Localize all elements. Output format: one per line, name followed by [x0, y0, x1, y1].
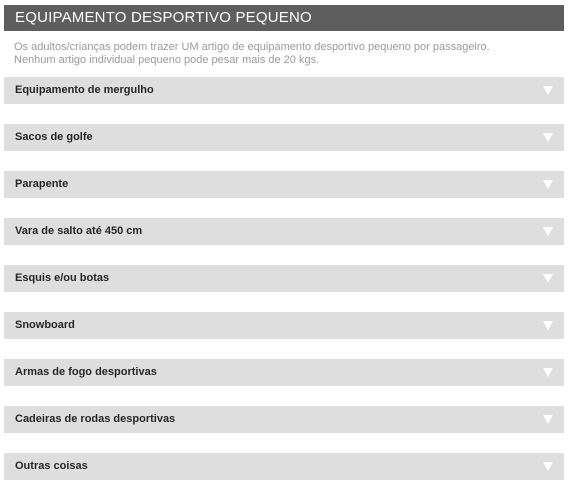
accordion-item-diving-equipment[interactable] — [4, 77, 564, 104]
section-title: EQUIPAMENTO DESPORTIVO PEQUENO — [15, 9, 312, 26]
accordion-item-other-items[interactable] — [4, 453, 564, 480]
accordion-item-label: Vara de salto até 450 cm — [15, 225, 143, 237]
chevron-down-icon — [543, 321, 553, 330]
accordion-item-skis-boots[interactable] — [4, 265, 564, 292]
accordion-item-golf-bags[interactable] — [4, 124, 564, 151]
accordion-item-label: Armas de fogo desportivas — [15, 366, 157, 378]
accordion-item-sport-firearms[interactable] — [4, 359, 564, 386]
intro-text — [14, 41, 554, 67]
accordion-item-vaulting-pole[interactable] — [4, 218, 564, 245]
accordion-item-label: Snowboard — [15, 319, 75, 331]
chevron-down-icon — [543, 415, 553, 424]
chevron-down-icon — [543, 462, 553, 471]
accordion-item-paraglider[interactable] — [4, 171, 564, 198]
intro-line-1: Os adultos/crianças podem trazer UM artigo de equipamento desportivo pequeno por passageiro. — [14, 41, 490, 53]
chevron-down-icon — [543, 227, 553, 236]
accordion-item-label: Sacos de golfe — [15, 131, 93, 143]
accordion-item-label: Parapente — [15, 178, 69, 190]
chevron-down-icon — [543, 368, 553, 377]
accordion-item-label: Outras coisas — [15, 460, 88, 472]
sports-equipment-accordion — [4, 77, 564, 500]
chevron-down-icon — [543, 133, 553, 142]
chevron-down-icon — [543, 86, 553, 95]
accordion-item-label: Cadeiras de rodas desportivas — [15, 413, 176, 425]
chevron-down-icon — [543, 274, 553, 283]
accordion-item-snowboard[interactable] — [4, 312, 564, 339]
accordion-item-label: Equipamento de mergulho — [15, 84, 154, 96]
chevron-down-icon — [543, 180, 553, 189]
section-header — [4, 5, 564, 31]
accordion-item-sport-wheelchairs[interactable] — [4, 406, 564, 433]
accordion-item-label: Esquis e/ou botas — [15, 272, 110, 284]
intro-line-2: Nenhum artigo individual pequeno pode pesar mais de 20 kgs. — [14, 54, 320, 66]
